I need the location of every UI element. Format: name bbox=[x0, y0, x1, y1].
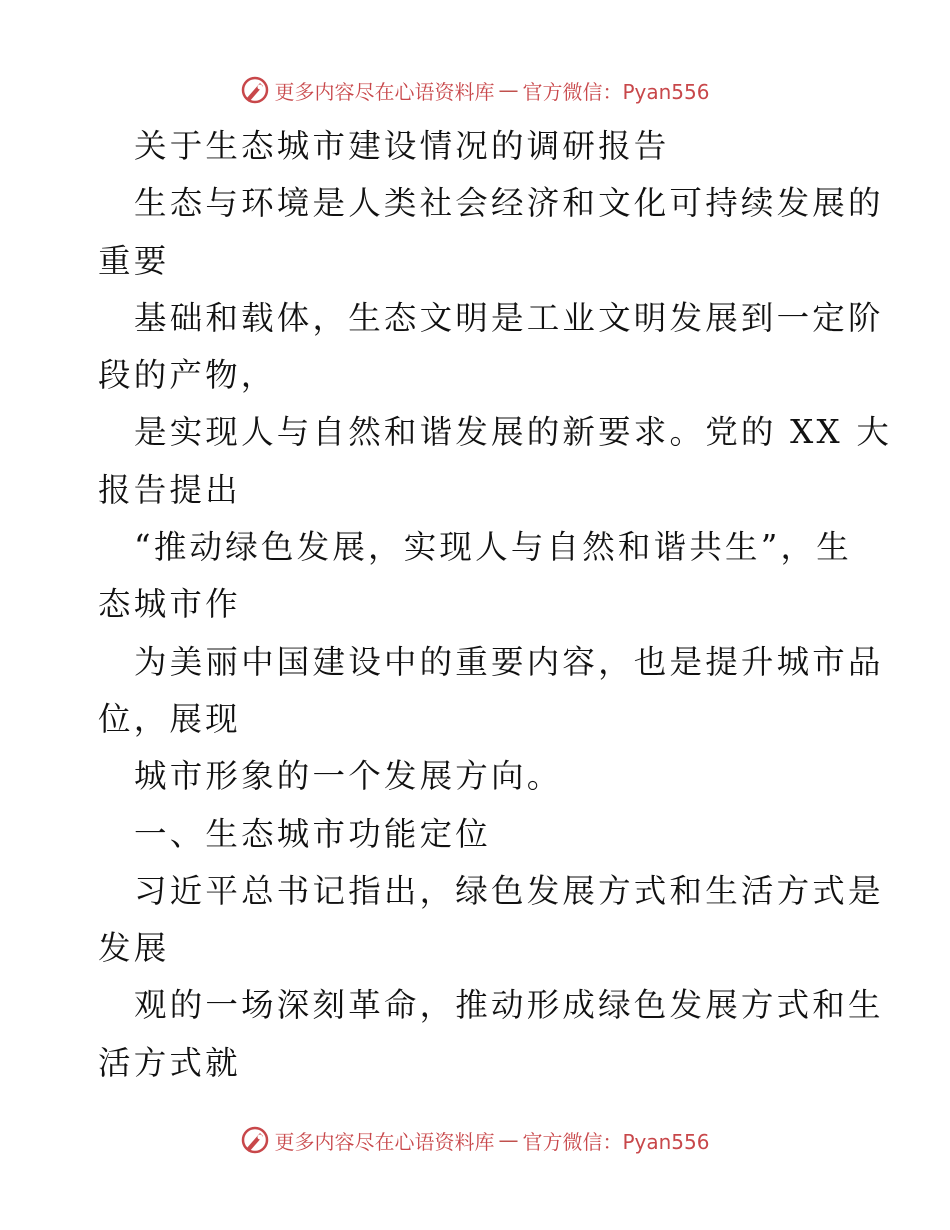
banner-content bbox=[240, 1125, 709, 1155]
banner-content bbox=[240, 75, 709, 105]
document-line: 习近平总书记指出，绿色发展方式和生活方式是 bbox=[134, 871, 884, 910]
document-line: 为美丽中国建设中的重要内容，也是提升城市品 bbox=[134, 642, 884, 681]
document-line: 是实现人与自然和谐发展的新要求。党的 XX 大 bbox=[134, 413, 893, 452]
banner-wechat: 官方微信：Pyan556 bbox=[522, 1129, 710, 1154]
document-line: 态城市作 bbox=[98, 585, 241, 624]
document-line: “推动绿色发展，实现人与自然和谐共生”，生 bbox=[134, 528, 852, 567]
footer-banner bbox=[0, 1120, 950, 1160]
document-line: 重要 bbox=[98, 241, 170, 280]
document-line: 活方式就 bbox=[98, 1043, 241, 1082]
document-line: 报告提出 bbox=[98, 470, 241, 509]
banner-text: 更多内容尽在心语资料库 bbox=[274, 79, 495, 104]
document-line: 生态与环境是人类社会经济和文化可持续发展的 bbox=[134, 184, 884, 223]
document-line: 观的一场深刻革命，推动形成绿色发展方式和生 bbox=[134, 986, 884, 1025]
pen-logo-icon bbox=[240, 1125, 270, 1155]
document-line: 段的产物， bbox=[98, 356, 277, 395]
document-line: 城市形象的一个发展方向。 bbox=[134, 757, 563, 796]
banner-dash: — bbox=[498, 78, 519, 102]
document-line: 一、生态城市功能定位 bbox=[134, 814, 492, 853]
document-line: 发展 bbox=[98, 929, 170, 968]
banner-dash: — bbox=[498, 1128, 519, 1152]
banner-wechat: 官方微信：Pyan556 bbox=[522, 79, 710, 104]
header-banner bbox=[0, 70, 950, 110]
document-body bbox=[98, 118, 893, 1092]
document-line: 基础和载体，生态文明是工业文明发展到一定阶 bbox=[134, 298, 884, 337]
document-line: 关于生态城市建设情况的调研报告 bbox=[134, 127, 670, 165]
banner-text: 更多内容尽在心语资料库 bbox=[274, 1129, 495, 1154]
document-line: 位，展现 bbox=[98, 699, 241, 738]
pen-logo-icon bbox=[240, 75, 270, 105]
